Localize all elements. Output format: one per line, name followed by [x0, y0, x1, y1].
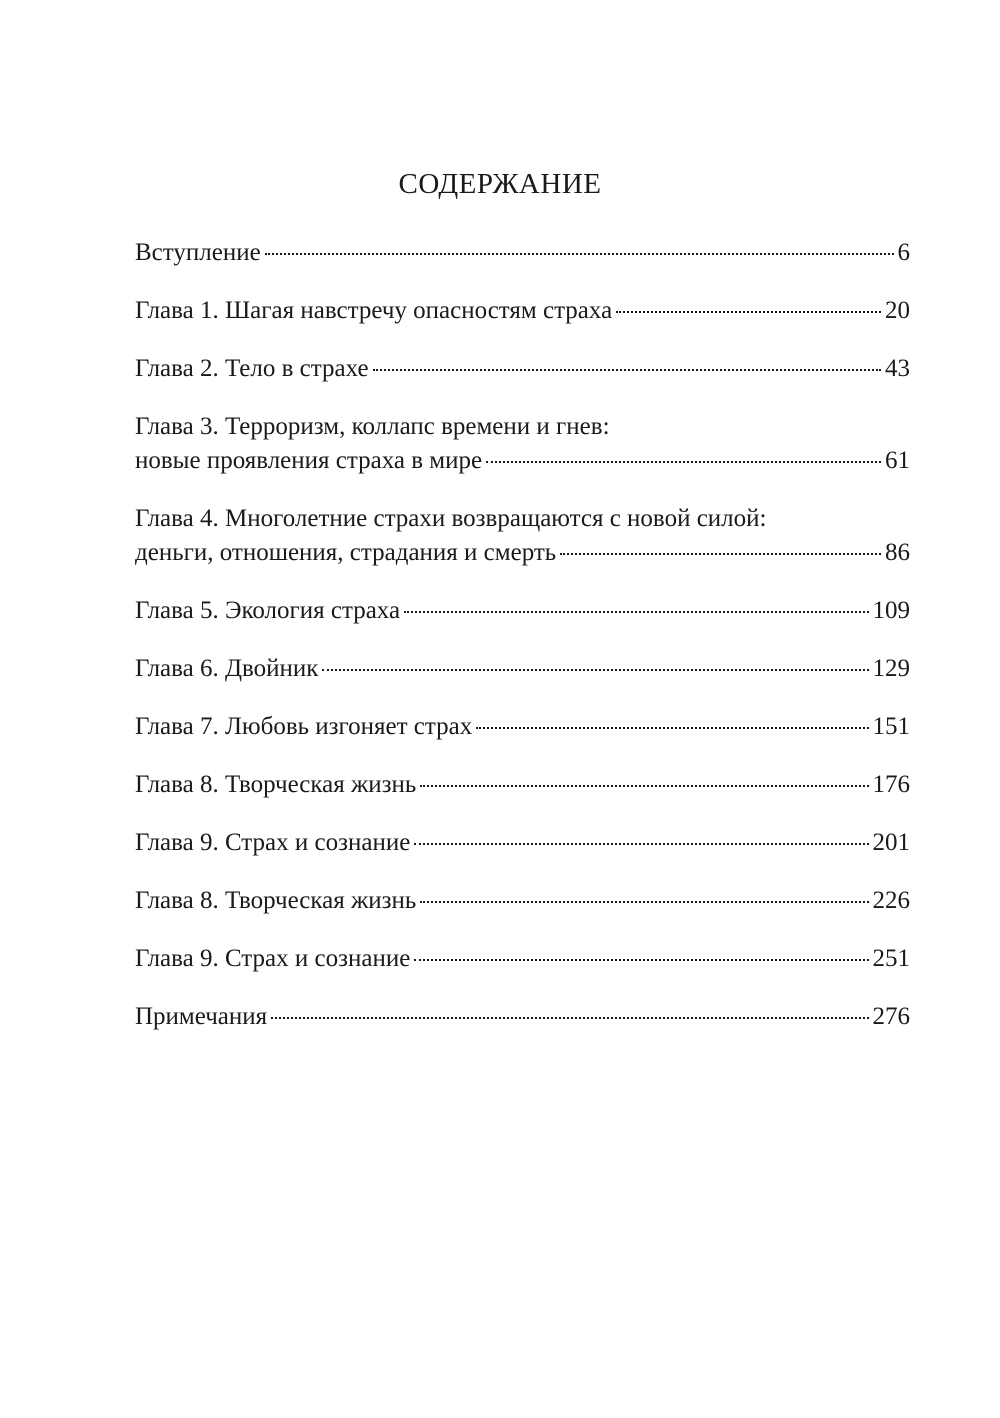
toc-entry-title-line-2: деньги, отношения, страдания и смерть: [135, 539, 557, 566]
toc-entry: [135, 594, 910, 628]
toc-entry-title: Глава 9. Страх и сознание: [135, 829, 411, 856]
toc-entry-title: Глава 1. Шагая навстречу опасностям страха: [135, 297, 613, 324]
toc-entry: [135, 236, 910, 270]
toc-page-number: 201: [872, 829, 910, 856]
toc-entry: [135, 884, 910, 918]
toc-line: [135, 594, 910, 628]
toc-page-number: 129: [872, 655, 910, 682]
toc-entry: [135, 942, 910, 976]
dot-leader: [265, 253, 894, 255]
toc-entry-title-line-1: Глава 4. Многолетние страхи возвращаются с новой силой:: [135, 505, 767, 532]
toc-page-number: 20: [885, 297, 910, 324]
toc-entry: [135, 826, 910, 860]
toc-page-number: 61: [885, 447, 910, 474]
dot-leader: [476, 727, 868, 729]
toc-page-number: 109: [872, 597, 910, 624]
toc-entry: [135, 652, 910, 686]
toc-line: [135, 444, 910, 478]
toc-line: [135, 236, 910, 270]
toc-entry: [135, 710, 910, 744]
toc-entry-title: Глава 9. Страх и сознание: [135, 945, 411, 972]
toc-line: [135, 884, 910, 918]
dot-leader: [414, 959, 868, 961]
toc-entry-title: Глава 7. Любовь изгоняет страх: [135, 713, 473, 740]
toc-page-number: 6: [897, 239, 910, 266]
dot-leader: [486, 461, 881, 463]
toc-page-number: 251: [872, 945, 910, 972]
toc-line: [135, 536, 910, 570]
toc-entry: [135, 294, 910, 328]
toc-entry-title: Глава 2. Тело в страхе: [135, 355, 369, 382]
toc-heading: СОДЕРЖАНИЕ: [398, 168, 602, 200]
dot-leader: [322, 669, 868, 671]
toc-line: [135, 942, 910, 976]
toc-entry-title-line-2: новые проявления страха в мире: [135, 447, 483, 474]
toc-entry: [135, 410, 910, 478]
dot-leader: [616, 311, 881, 313]
toc-page-number: 86: [885, 539, 910, 566]
toc-line: [135, 710, 910, 744]
dot-leader: [560, 553, 881, 555]
toc-page-number: 151: [872, 713, 910, 740]
toc-page-number: 176: [872, 771, 910, 798]
dot-leader: [373, 369, 881, 371]
toc-entry: [135, 502, 910, 570]
toc-list: [135, 236, 910, 1058]
dot-leader: [271, 1017, 868, 1019]
toc-entry-title-line-1: Глава 3. Терроризм, коллапс времени и гнев:: [135, 413, 610, 440]
toc-entry-title: Вступление: [135, 239, 261, 266]
toc-page-number: 226: [872, 887, 910, 914]
toc-line: [135, 826, 910, 860]
toc-entry-title: Глава 8. Творческая жизнь: [135, 887, 417, 914]
dot-leader: [420, 901, 868, 903]
toc-line: [135, 352, 910, 386]
dot-leader: [404, 611, 868, 613]
dot-leader: [420, 785, 868, 787]
toc-line: [135, 652, 910, 686]
toc-entry-title: Глава 8. Творческая жизнь: [135, 771, 417, 798]
dot-leader: [414, 843, 868, 845]
toc-line: [135, 768, 910, 802]
toc-entry-title: Примечания: [135, 1003, 268, 1030]
toc-line: [135, 294, 910, 328]
toc-entry-title: Глава 5. Экология страха: [135, 597, 401, 624]
toc-entry: [135, 768, 910, 802]
toc-entry: [135, 352, 910, 386]
toc-entry: [135, 1000, 910, 1034]
toc-page-number: 276: [872, 1003, 910, 1030]
toc-page-number: 43: [885, 355, 910, 382]
toc-line: [135, 1000, 910, 1034]
toc-entry-title: Глава 6. Двойник: [135, 655, 319, 682]
